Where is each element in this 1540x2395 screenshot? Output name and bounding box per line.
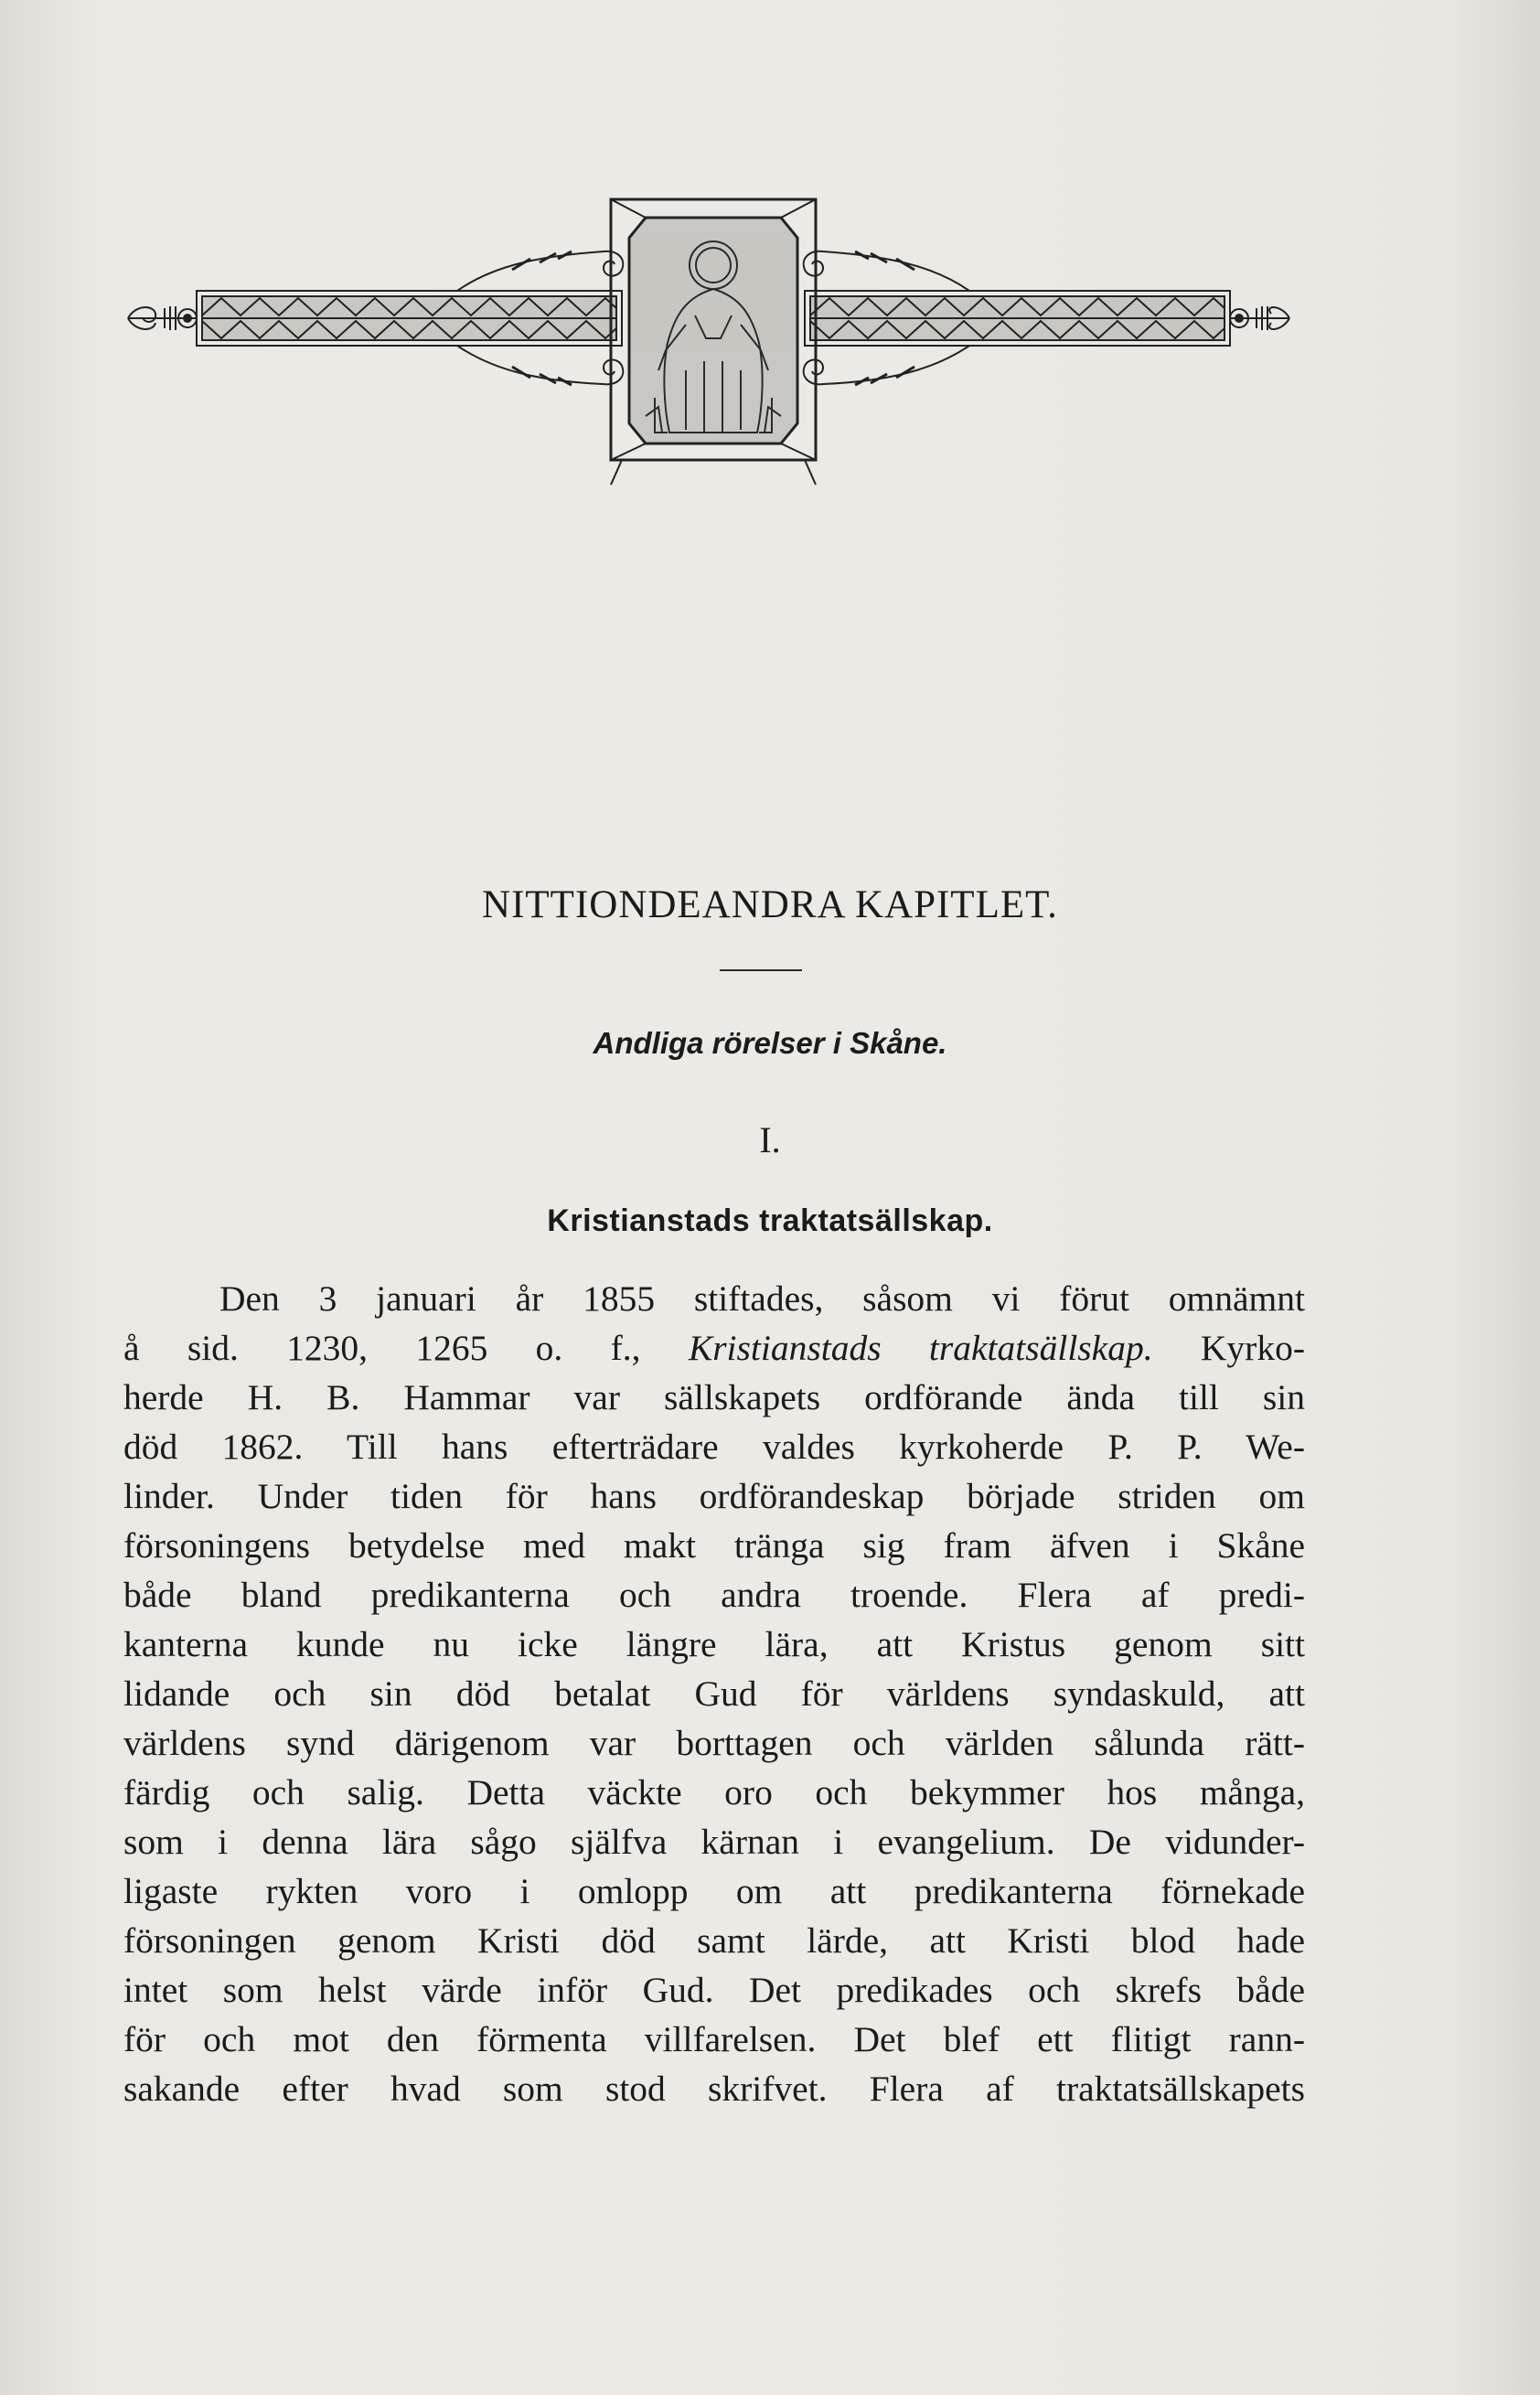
heading-divider: [720, 969, 802, 971]
text-line: sakande efter hvad som stod skrifvet. Flera af traktatsällskapets: [123, 2069, 1305, 2109]
section-numeral: I.: [759, 1119, 781, 1160]
text-line: för och mot den förmenta villfarelsen. Det blef ett flitigt rann-: [123, 2019, 1305, 2059]
text-line: herde H. B. Hammar var sällskapets ordförande ända till sin: [123, 1377, 1305, 1417]
italic-title: Kristianstads traktatsällskap.: [688, 1328, 1153, 1368]
text-line: kanterna kunde nu icke längre lära, att Kristus genom sitt: [123, 1624, 1305, 1664]
text-line: försoningen genom Kristi död samt lärde, att Kristi blod hade: [123, 1920, 1305, 1961]
chapter-subtitle: Andliga rörelser i Skåne.: [593, 1026, 947, 1060]
section-title: Kristianstads traktatsällskap.: [547, 1203, 993, 1238]
chapter-heading: NITTIONDEANDRA KAPITLET.: [482, 883, 1058, 926]
text-line: både bland predikanterna och andra troende. Flera af predi-: [123, 1575, 1305, 1615]
text-line: Den 3 januari år 1855 stiftades, såsom vi förut omnämnt: [219, 1278, 1305, 1319]
text-line: världens synd därigenom var borttagen och världen sålunda rätt-: [123, 1723, 1305, 1763]
text-run: Kyrko-: [1152, 1328, 1305, 1368]
text-line: försoningens betydelse med makt tränga sig fram äfven i Skåne: [123, 1525, 1305, 1566]
text-line: lidande och sin död betalat Gud för världens syndaskuld, att: [123, 1673, 1305, 1714]
text-line: ligaste rykten voro i omlopp om att predikanterna förnekade: [123, 1871, 1305, 1911]
text-line: färdig och salig. Detta väckte oro och bekymmer hos många,: [123, 1772, 1305, 1812]
text-line: som i denna lära sågo själfva kärnan i evangelium. De vidunder-: [123, 1822, 1305, 1862]
text-line: [123, 1323, 1305, 1373]
chapter-header-ornament: [110, 187, 1299, 494]
text-run: å sid. 1230, 1265 o. f.,: [123, 1328, 689, 1368]
text-line: intet som helst värde inför Gud. Det predikades och skrefs både: [123, 1970, 1305, 2010]
body-text: [123, 1274, 1305, 2113]
text-line: linder. Under tiden för hans ordförandeskap började striden om: [123, 1476, 1305, 1516]
text-line: död 1862. Till hans efterträdare valdes kyrkoherde P. P. We-: [123, 1427, 1305, 1467]
